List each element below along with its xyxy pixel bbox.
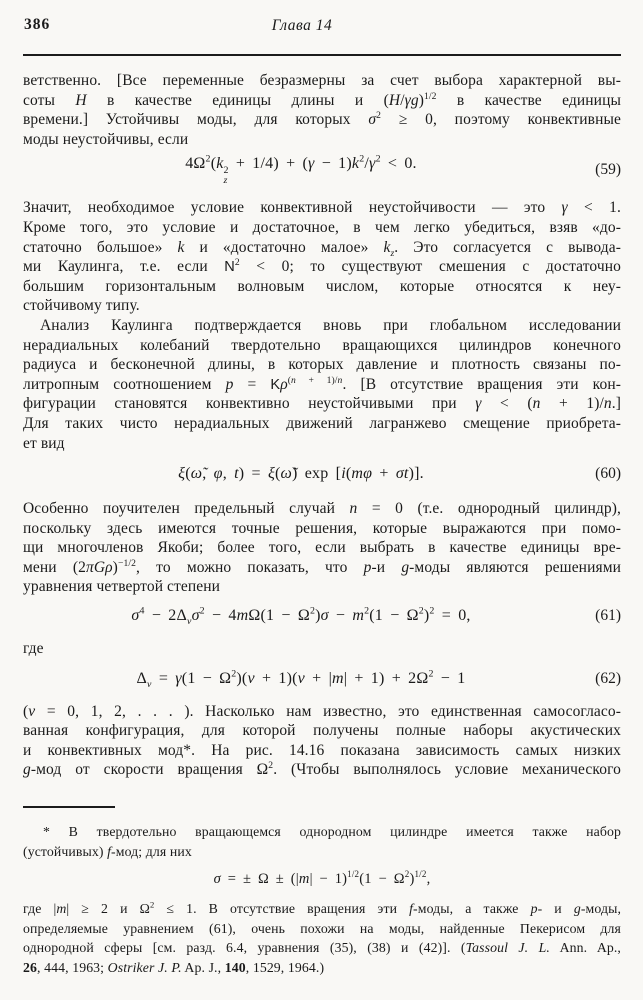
text-line: поскольку здесь имеются точные решения, которые выражаются при помо- bbox=[23, 519, 621, 537]
equation-61 bbox=[23, 603, 621, 629]
footnote-line: однородной сферы [см. разд. 6.4, уравнения (35), (38) и (42)]. (Tassoul J. L. Ann. Ap., bbox=[23, 940, 621, 956]
equation-61-formula: $\sigma^4 - 2\Delta_\nu\sigma^2 - 4m\Omega(1 - \Omega^2)\sigma - m^2(1 - \Omega^2)^2 = 0$, bbox=[131, 605, 471, 628]
paragraph-2 bbox=[23, 198, 621, 316]
text-line: мени $(2\pi G\rho)^{-1/2}$, то можно показать, что p-и g-моды являются решениями bbox=[23, 557, 622, 576]
text-line: ванная конфигурация, для которой получены полные наборы акустических bbox=[23, 722, 621, 740]
equation-59-formula: $4\Omega^2(k$ 2 z + $1/4) + (\gamma - 1)k^2/\gamma^2 < 0$. bbox=[185, 153, 417, 187]
text-line: ми Каулинга, т.е. если $N^2 < 0$; то существуют смешения с достаточно bbox=[23, 257, 621, 276]
text-line: радиуса и бесконечной длины, в которых давление и плотность связаны по- bbox=[23, 356, 621, 374]
header-rule bbox=[23, 54, 621, 56]
footnote-line: (устойчивых) f-мод; для них bbox=[23, 843, 192, 859]
text-line: ветственно. [Все переменные безразмерны за счет выбора характерной вы- bbox=[23, 72, 621, 89]
text-line: Кроме того, это условие и достаточное, в чем легко убедиться, взяв «до- bbox=[23, 218, 621, 236]
paragraph-5 bbox=[23, 702, 621, 780]
text-line: Особенно поучителен предельный случай n = 0 (т.е. однородный цилиндр), bbox=[23, 500, 621, 518]
footnote-equation bbox=[23, 867, 621, 891]
text-line: моды неустойчивы, если bbox=[23, 130, 189, 148]
equation-62-number: (62) bbox=[595, 669, 621, 687]
footnote bbox=[23, 808, 621, 978]
text-line: фигурации становятся конвективно неустойчивыми при γ < (n + 1)/n.] bbox=[23, 395, 621, 413]
text-line: нерадиальных колебаний твердотельно вращающихся цилиндров конечного bbox=[23, 336, 621, 354]
footnote-paragraph-1 bbox=[23, 822, 621, 861]
equation-59-number: (59) bbox=[595, 161, 621, 179]
equation-59 bbox=[23, 153, 621, 187]
footnote-equation-formula: σ = ± $\Omega \pm (|m| - 1)^{1/2}(1 - \Omega^2)^{1/2}$, bbox=[213, 868, 431, 887]
footnote-line: 26, 444, 1963; Ostriker J. P. Ap. J., 140, 1529, 1964.) bbox=[23, 960, 325, 975]
footnote-line: определяемые уравнением (61), очень похожи на моды, найденные Пекерисом для bbox=[23, 920, 621, 936]
where-label: где bbox=[23, 640, 44, 658]
paragraph-3 bbox=[23, 316, 621, 453]
text-line: стойчивому типу. bbox=[23, 297, 140, 315]
text-line: уравнения четвертой степени bbox=[23, 578, 221, 596]
text-line: и конвективных мод*. На рис. 14.16 показана зависимость самых низких bbox=[23, 741, 621, 759]
text-line: времени.] Устойчивы моды, для которых $\sigma^2 \ge 0$, поэтому конвективные bbox=[23, 110, 621, 129]
chapter-title: Глава 14 bbox=[271, 17, 333, 34]
text-line: большим горизонтальным волновым числом, которые относятся к неу- bbox=[23, 277, 621, 295]
text-line: Для таких чисто нерадиальных движений лагранжево смещение приобрета- bbox=[23, 414, 621, 432]
text-line: статочно большое» k и «достаточно малое» $k_z$. Это согласуется с вывода- bbox=[23, 238, 621, 259]
text-line: соты H в качестве единицы длины и $(H/\gamma g)^{1/2}$ в качестве единицы bbox=[23, 90, 621, 109]
text-line: (ν = 0, 1, 2, . . . ). Насколько нам известно, это единственная самосогласо- bbox=[23, 702, 621, 720]
page-number: 386 bbox=[24, 16, 51, 33]
text-line: ет вид bbox=[23, 434, 65, 452]
footnote-paragraph-2 bbox=[23, 899, 621, 977]
text-line: g-мод от скорости вращения $\Omega^2$. (Чтобы выполнялось условие механического bbox=[23, 760, 621, 779]
equation-62-formula: $\Delta_\nu = \gamma(1 - \Omega^2)(\nu + 1)(\nu + |m| + 1) + 2\Omega^2 - 1$ bbox=[136, 668, 466, 690]
where-paragraph bbox=[23, 639, 621, 659]
running-head bbox=[23, 16, 621, 36]
equation-62 bbox=[23, 666, 621, 692]
equation-60 bbox=[23, 461, 621, 487]
equation-60-number: (60) bbox=[595, 465, 621, 483]
text-line: литропным соотношением $p = K\rho^{(n + 1)/n}$. [В отсутствие вращения эти кон- bbox=[23, 374, 621, 393]
equation-61-number: (61) bbox=[595, 607, 621, 625]
equation-60-formula: ξ(ω̃, φ, t) = ξ(ω̃) exp [i(mφ + σt)]. bbox=[178, 465, 424, 483]
footnote-line: * В твердотельно вращающемся однородном цилиндре имеется также набор bbox=[43, 824, 621, 840]
paragraph-1 bbox=[23, 71, 621, 149]
text-line: Анализ Каулинга подтверждается вновь при глобальном исследовании bbox=[40, 316, 621, 334]
text-line: щи многочленов Якоби; более того, если выбрать в качестве единицы вре- bbox=[23, 539, 621, 557]
footnote-line: где |m| ≥ 2 и $\Omega^2 \le 1$. В отсутствие вращения эти f-моды, а также p- и g-моды, bbox=[23, 899, 621, 917]
text-line: Значит, необходимое условие конвективной неустойчивости — это γ < 1. bbox=[23, 199, 621, 217]
paragraph-4 bbox=[23, 499, 621, 597]
